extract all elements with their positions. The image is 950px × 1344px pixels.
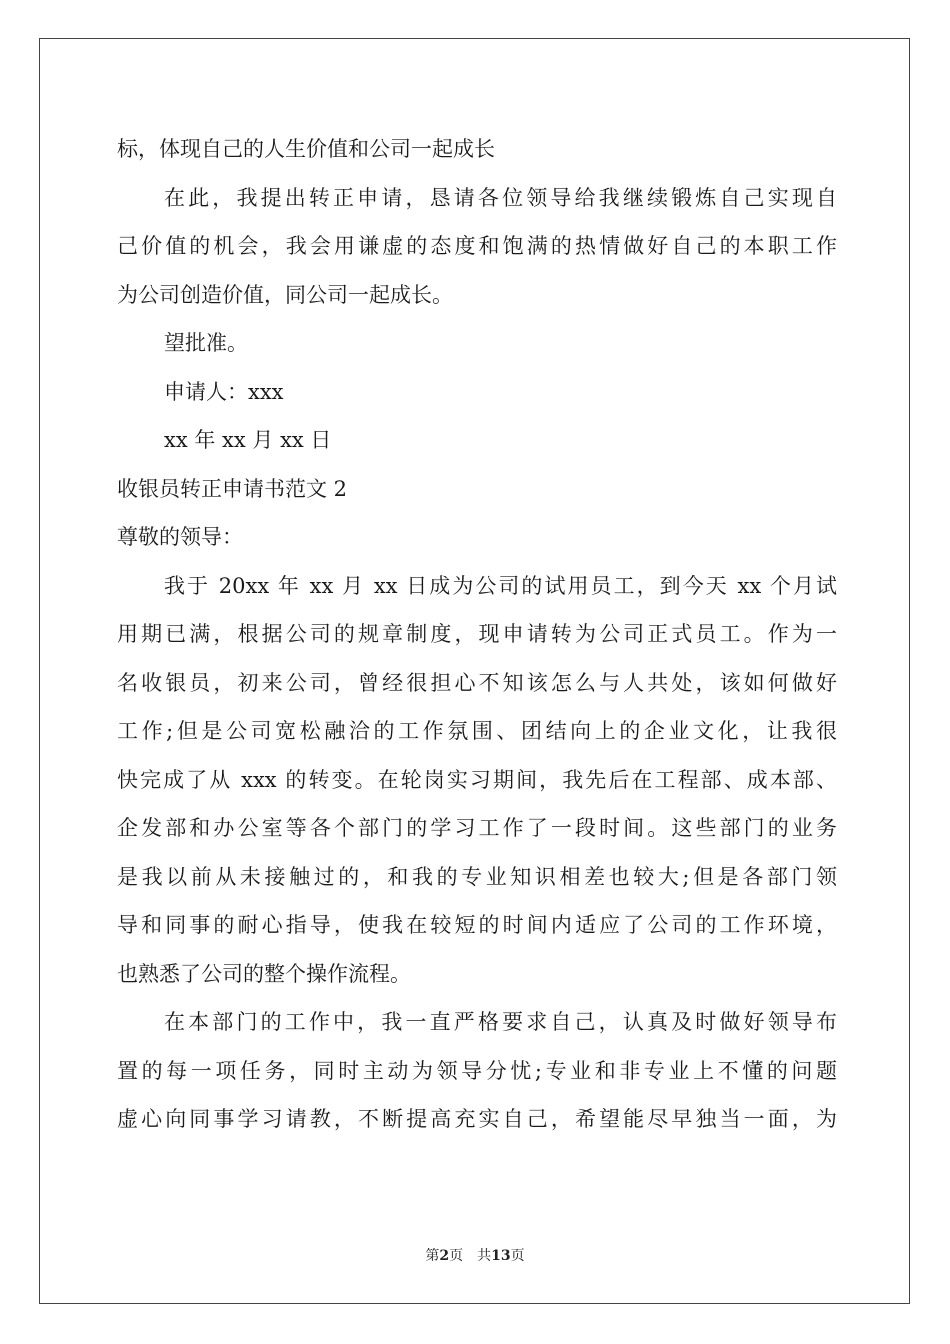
text-line: 导和同事的耐心指导，使我在较短的时间内适应了公司的工作环境，: [117, 913, 837, 937]
text-line: 工作;但是公司宽松融洽的工作氛围、团结向上的企业文化，让我很: [117, 719, 837, 743]
text-line: 在此，我提出转正申请，恳请各位领导给我继续锻炼自己实现自: [164, 185, 837, 210]
total-prefix: 共: [477, 1248, 492, 1264]
text-line: 快完成了从 xxx 的转变。在轮岗实习期间，我先后在工程部、成本部、: [117, 767, 837, 792]
page-suffix: 页: [449, 1248, 464, 1264]
text-line: 是我以前从未接触过的，和我的专业知识相差也较大;但是各部门领: [117, 864, 837, 889]
text-line: 置的每一项任务，同时主动为领导分忧;专业和非专业上不懂的问题: [117, 1058, 837, 1083]
text-line: 虚心向同事学习请教，不断提高充实自己，希望能尽早独当一面，为: [117, 1107, 837, 1131]
text-line: 己价值的机会，我会用谦虚的态度和饱满的热情做好自己的本职工作: [117, 234, 837, 258]
text-line: 望批准。: [164, 331, 248, 355]
page-prefix: 第: [425, 1248, 440, 1264]
text-line: 企发部和办公室等各个部门的学习工作了一段时间。这些部门的业务: [117, 816, 837, 840]
document-body: [117, 131, 837, 1150]
total-suffix: 页: [510, 1248, 525, 1264]
text-line: 在本部门的工作中，我一直严格要求自己，认真及时做好领导布: [164, 1010, 837, 1034]
text-line: 名收银员，初来公司，曾经很担心不知该怎么与人共处，该如何做好: [117, 670, 837, 695]
page-footer: [0, 1245, 950, 1265]
text-line: 为公司创造价值，同公司一起成长。: [117, 282, 453, 307]
page-number: 2: [439, 1248, 450, 1264]
text-line: 我于 20xx 年 xx 月 xx 日成为公司的试用员工，到今天 xx 个月试: [164, 573, 837, 598]
signature-line: 申请人：xxx: [164, 379, 284, 404]
date-line: xx 年 xx 月 xx 日: [164, 428, 332, 452]
text-line: 用期已满，根据公司的规章制度，现申请转为公司正式员工。作为一: [117, 622, 837, 646]
text-line: 也熟悉了公司的整个操作流程。: [117, 961, 411, 986]
text-line: 标，体现自己的人生价值和公司一起成长: [117, 137, 495, 161]
section-heading: 收银员转正申请书范文 2: [117, 476, 348, 501]
salutation: 尊敬的领导：: [117, 525, 243, 549]
total-pages: 13: [491, 1248, 511, 1264]
